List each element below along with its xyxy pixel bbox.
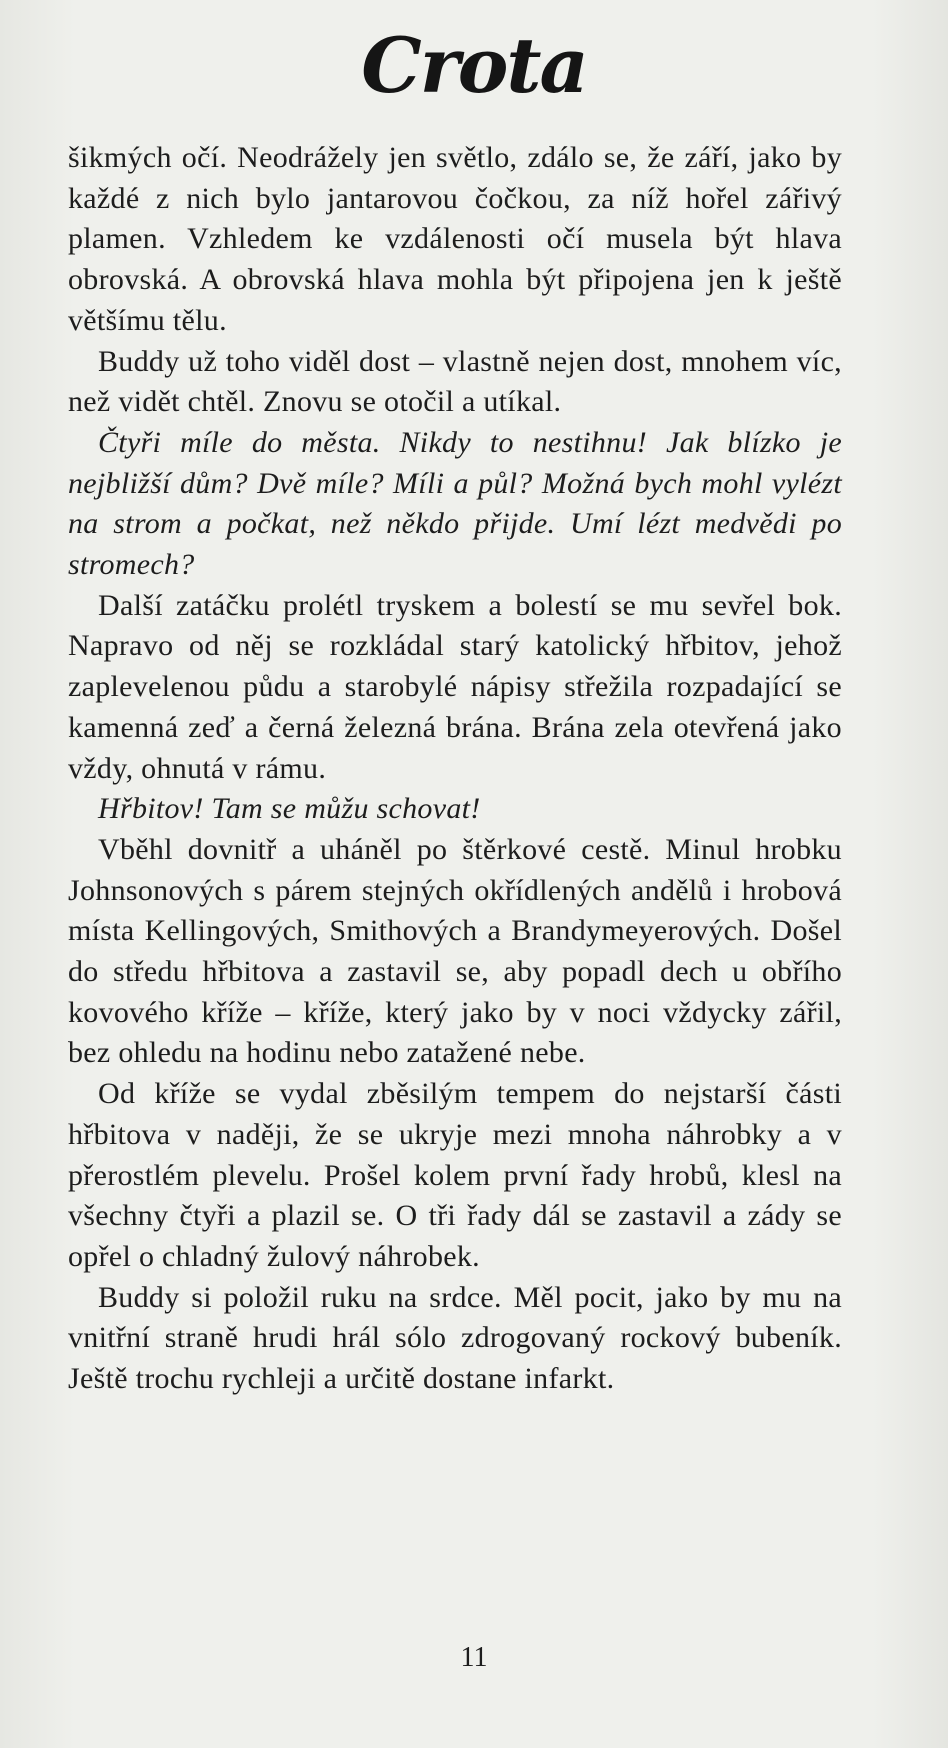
paragraph: Od kříže se vydal zběsilým tempem do nejstarší části hřbitova v naději, že se ukryje mezi mnoha náhrobky a v přerostlém plevelu. Prošel kolem první řady hrobů, klesl na všechny čtyři a plazil se. O tři řady dál se zastavil a zády se opřel o chladný žulový náhrobek.: [68, 1077, 842, 1273]
paragraph: Buddy už toho viděl dost – vlastně nejen dost, mnohem víc, než vidět chtěl. Znovu se otočil a utíkal.: [68, 344, 842, 419]
paragraph: Vběhl dovnitř a uháněl po štěrkové cestě. Minul hrobku Johnsonových s párem stejných okřídlených andělů i hrobová místa Kellingových, Smithových a Brandymeyerových. Došel do středu hřbitova a zastavil se, aby popadl dech u obřího kovového kříže – kříže, který jako by v noci vždycky zářil, bez ohledu na hodinu nebo zatažené nebe.: [68, 832, 842, 1070]
page-number: 11: [460, 1642, 488, 1673]
paragraph: Další zatáčku prolétl tryskem a bolestí se mu sevřel bok. Napravo od něj se rozkládal starý katolický hřbitov, jehož zaplevelenou půdu a starobylé nápisy střežila rozpadající se kamenná zeď a černá železná brána. Brána zela otevřená jako vždy, ohnutá v rámu.: [68, 588, 842, 785]
body-text: [68, 138, 842, 1400]
paragraph-italic: Čtyři míle do města. Nikdy to nestihnu! Jak blízko je nejbližší dům? Dvě míle? Míli a půl? Možná bych mohl vylézt na strom a počkat, než někdo přijde. Umí lézt medvědi po stromech?: [68, 425, 842, 582]
paragraph: Buddy si položil ruku na srdce. Měl pocit, jako by mu na vnitřní straně hrudi hrál sólo zdrogovaný rockový bubeník. Ještě trochu rychleji a určitě dostane infarkt.: [68, 1280, 842, 1396]
paragraph-italic: Hřbitov! Tam se můžu schovat!: [98, 792, 481, 826]
paragraph: šikmých očí. Neodrážely jen světlo, zdálo se, že září, jako by každé z nich bylo jantarovou čočkou, za níž hořel zářivý plamen. Vzhledem ke vzdálenosti očí musela být hlava obrovská. A obrovská hlava mohla být připojena jen k ještě většímu tělu.: [68, 141, 842, 337]
running-header-title: Crota: [361, 21, 587, 110]
